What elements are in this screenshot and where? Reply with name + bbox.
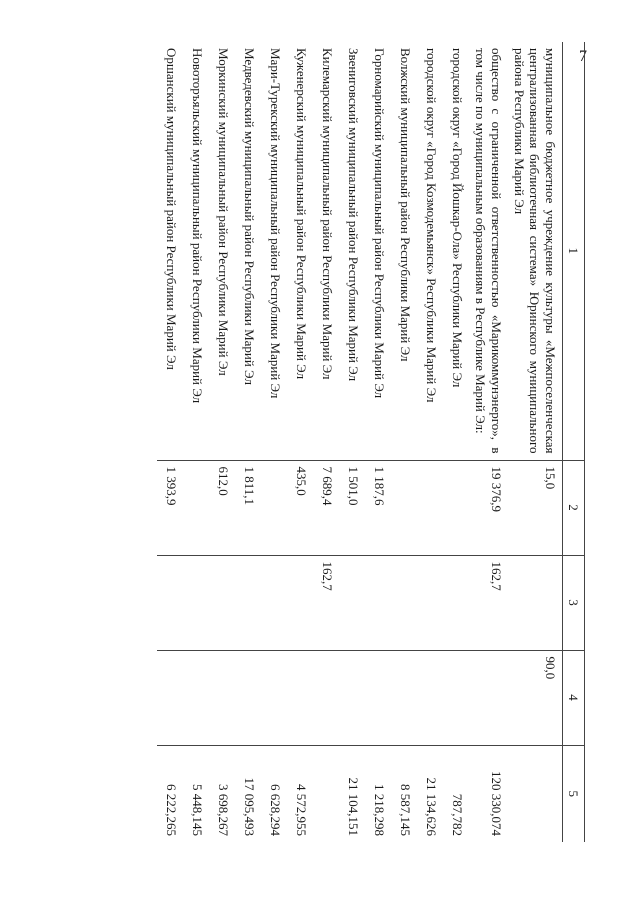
recipient-name-cell: Мари-Турекский муниципальный район Республики Марий Эл [268,48,284,399]
value-col3-cell: 162,7 [313,555,339,650]
rotated-page-content [115,42,585,862]
value-col4-cell [391,650,417,745]
value-col3-cell [235,555,261,650]
value-col3-cell [287,555,313,650]
value-col2-cell: 1 393,9 [157,460,183,555]
value-col2-cell: 19 376,9 [469,460,508,555]
value-col4-cell [183,650,209,745]
recipient-name-cell: муниципальное бюджетное учреждение культуры «Межпоселенческая централизованная библиотечная система» Юринского муниципального района Республики Марий Эл [512,48,558,454]
value-col4-cell [313,650,339,745]
value-col5-cell: 5 448,145 [183,745,209,842]
value-col3-cell [261,555,287,650]
value-col4-cell [443,650,469,745]
table-row [339,42,365,842]
value-col3-cell [183,555,209,650]
value-col2-cell: 7 689,4 [313,460,339,555]
value-col5-cell: 120 330,074 [469,745,508,842]
value-col3-cell [417,555,443,650]
recipient-name-cell: общество с ограниченной ответственностью «Марикоммунэнерго», в том числе по муниципальным образованиям в Республике Марий Эл: [473,48,504,454]
value-col4-cell [339,650,365,745]
table-body [157,42,562,842]
table-row [183,42,209,842]
table-row [209,42,235,842]
value-col3-cell [508,555,562,650]
table-row [261,42,287,842]
value-col5-cell: 6 628,294 [261,745,287,842]
value-col5-cell: 787,782 [443,745,469,842]
value-col2-cell: 1 187,6 [365,460,391,555]
table-header-row [562,42,584,842]
value-col3-cell [209,555,235,650]
value-col4-cell [287,650,313,745]
column-header-2: 2 [562,460,584,555]
page-number: 7 [579,48,587,65]
table-row [469,42,508,842]
value-col4-cell [365,650,391,745]
value-col4-cell [469,650,508,745]
value-col2-cell: 1 501,0 [339,460,365,555]
value-col2-cell: 15,0 [508,460,562,555]
value-col5-cell: 21 134,626 [417,745,443,842]
column-header-4: 4 [562,650,584,745]
table-row [365,42,391,842]
value-col5-cell: 21 104,151 [339,745,365,842]
recipient-name-cell: Медведевский муниципальный район Республики Марий Эл [242,48,258,385]
value-col3-cell [157,555,183,650]
table-row [157,42,183,842]
recipient-name-cell: Куженерский муниципальный район Республики Марий Эл [294,48,310,380]
value-col5-cell: 1 218,298 [365,745,391,842]
value-col3-cell [443,555,469,650]
value-col4-cell [209,650,235,745]
value-col2-cell [391,460,417,555]
value-col2-cell: 1 811,1 [235,460,261,555]
column-header-1: 1 [562,42,584,460]
recipient-name-cell: Волжский муниципальный район Республики Марий Эл [398,48,414,362]
value-col3-cell [391,555,417,650]
value-col4-cell [261,650,287,745]
value-col5-cell: 17 095,493 [235,745,261,842]
table-row [443,42,469,842]
table-row [508,42,562,842]
recipient-name-cell: Килемарский муниципальный район Республики Марий Эл [320,48,336,380]
value-col2-cell: 612,0 [209,460,235,555]
column-header-5: 5 [562,745,584,842]
recipient-name-cell: Новоторъяльский муниципальный район Республики Марий Эл [190,48,206,404]
value-col3-cell [339,555,365,650]
column-header-3: 3 [562,555,584,650]
table-row [417,42,443,842]
recipient-name-cell: Оршанский муниципальный район Республики Марий Эл [164,48,180,370]
value-col3-cell [365,555,391,650]
value-col4-cell: 90,0 [508,650,562,745]
table-row [287,42,313,842]
value-col4-cell [417,650,443,745]
recipient-name-cell: городской округ «Город Йошкар-Ола» Республики Марий Эл [450,48,466,388]
value-col2-cell [183,460,209,555]
allocation-table [157,42,585,842]
table-row [235,42,261,842]
recipient-name-cell: городской округ «Город Козмодемьянск» Республики Марий Эл [424,48,440,403]
recipient-name-cell: Горномарийский муниципальный район Республики Марий Эл [372,48,388,399]
value-col2-cell [443,460,469,555]
value-col2-cell: 435,0 [287,460,313,555]
value-col5-cell: 8 587,145 [391,745,417,842]
value-col3-cell: 162,7 [469,555,508,650]
value-col5-cell [508,745,562,842]
recipient-name-cell: Звениговский муниципальный район Республики Марий Эл [346,48,362,382]
value-col5-cell [313,745,339,842]
value-col2-cell [417,460,443,555]
table-row [313,42,339,842]
table-row [391,42,417,842]
value-col4-cell [157,650,183,745]
recipient-name-cell: Моркинский муниципальный район Республики Марий Эл [216,48,232,376]
value-col5-cell: 3 698,267 [209,745,235,842]
value-col5-cell: 4 572,955 [287,745,313,842]
value-col2-cell [261,460,287,555]
value-col5-cell: 6 222,265 [157,745,183,842]
value-col4-cell [235,650,261,745]
